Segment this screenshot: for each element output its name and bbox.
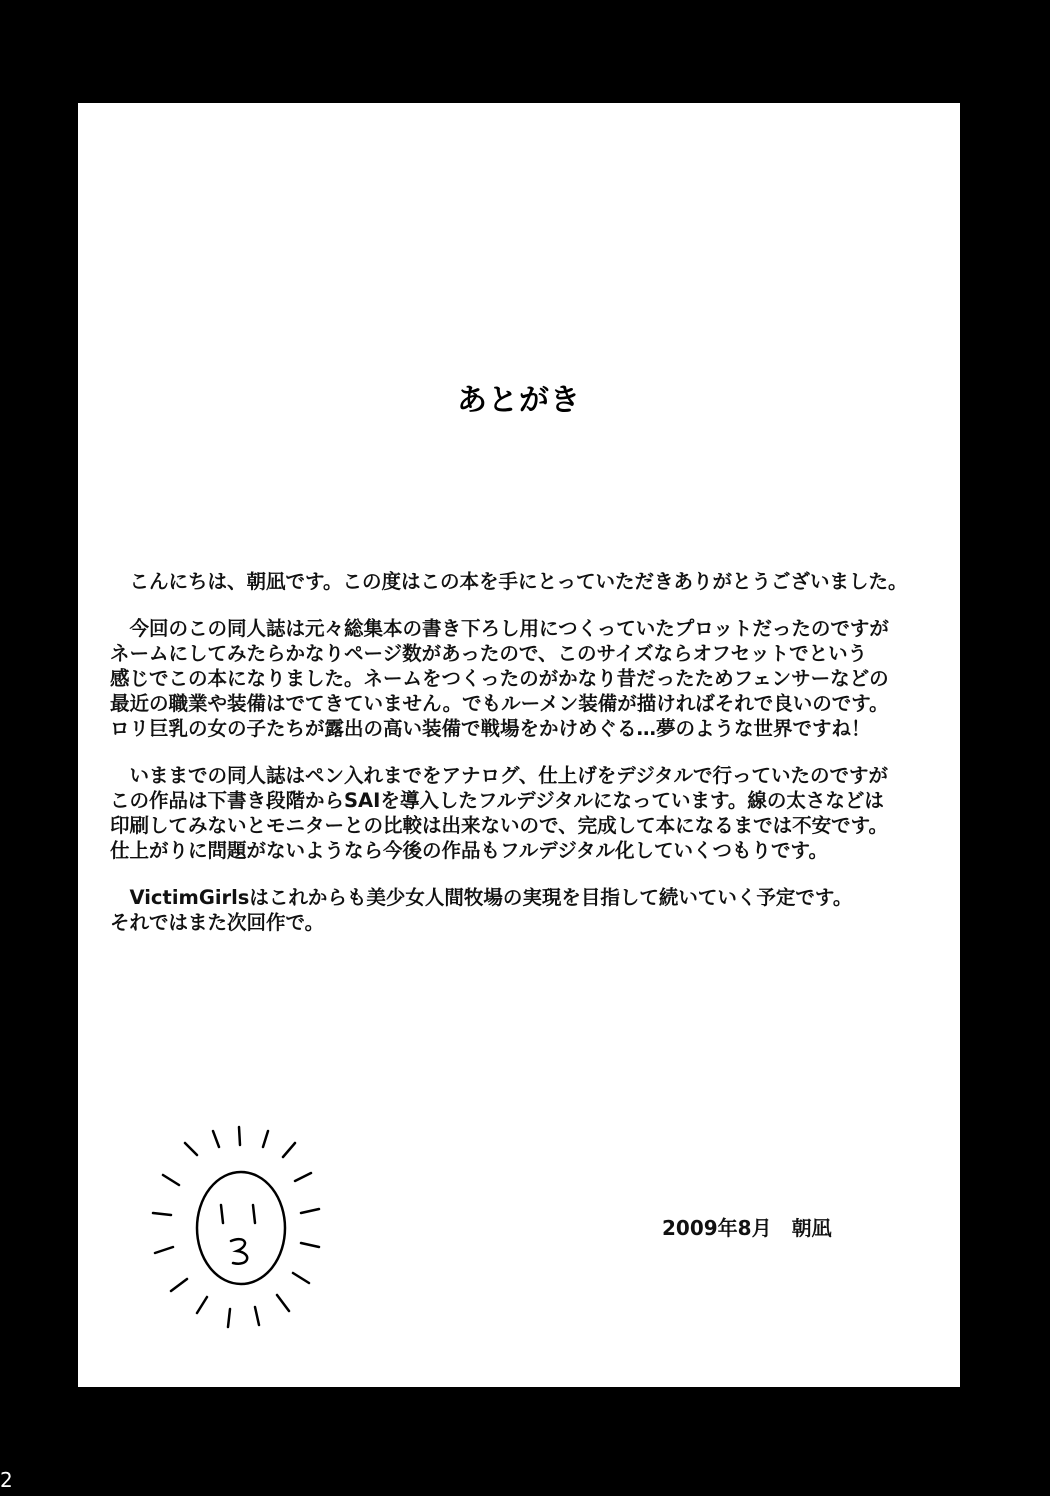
paragraph-4 xyxy=(110,885,960,935)
text-line: こんにちは、朝凪です。この度はこの本を手にとっていただきありがとうございました。 xyxy=(110,570,908,593)
page-title: あとがき xyxy=(457,383,581,418)
text-line: 仕上がりに問題がないようなら今後の作品もフルデジタル化していくつもりです。 xyxy=(110,839,828,862)
signature: 2009年8月 朝凪 xyxy=(662,1216,832,1240)
text-line: いままでの同人誌はペン入れまでをアナログ、仕上げをデジタルで行っていたのですが xyxy=(110,764,889,787)
text-line: 今回のこの同人誌は元々総集本の書き下ろし用につくっていたプロットだったのですが xyxy=(110,617,889,640)
text-line: ロリ巨乳の女の子たちが露出の高い装備で戦場をかけめぐる…夢のような世界ですね！ xyxy=(110,717,871,740)
text-line: 感じでこの本になりました。ネームをつくったのがかなり昔だったためフェンサーなどの xyxy=(110,667,889,690)
paragraph-3 xyxy=(110,763,960,863)
text-line: 印刷してみないとモニターとの比較は出来ないので、完成して本になるまでは不安です。 xyxy=(110,814,889,837)
text-line: 最近の職業や装備はでてきていません。でもルーメン装備が描ければそれで良いのです。 xyxy=(110,692,889,715)
page-number: 2 xyxy=(0,1468,13,1492)
text-line: ネームにしてみたらかなりページ数があったので、このサイズならオフセットでという xyxy=(110,642,868,665)
paragraph-1 xyxy=(110,569,960,594)
paragraph-2 xyxy=(110,616,960,741)
sun-face-icon xyxy=(133,1113,343,1343)
text-line: この作品は下書き段階からSAIを導入したフルデジタルになっています。線の太さなどは xyxy=(110,789,884,812)
document-page xyxy=(78,103,960,1387)
text-line: それではまた次回作で。 xyxy=(110,911,325,934)
text-line: VictimGirlsはこれからも美少女人間牧場の実現を目指して続いていく予定です。 xyxy=(110,886,853,909)
afterword-body xyxy=(110,569,960,957)
